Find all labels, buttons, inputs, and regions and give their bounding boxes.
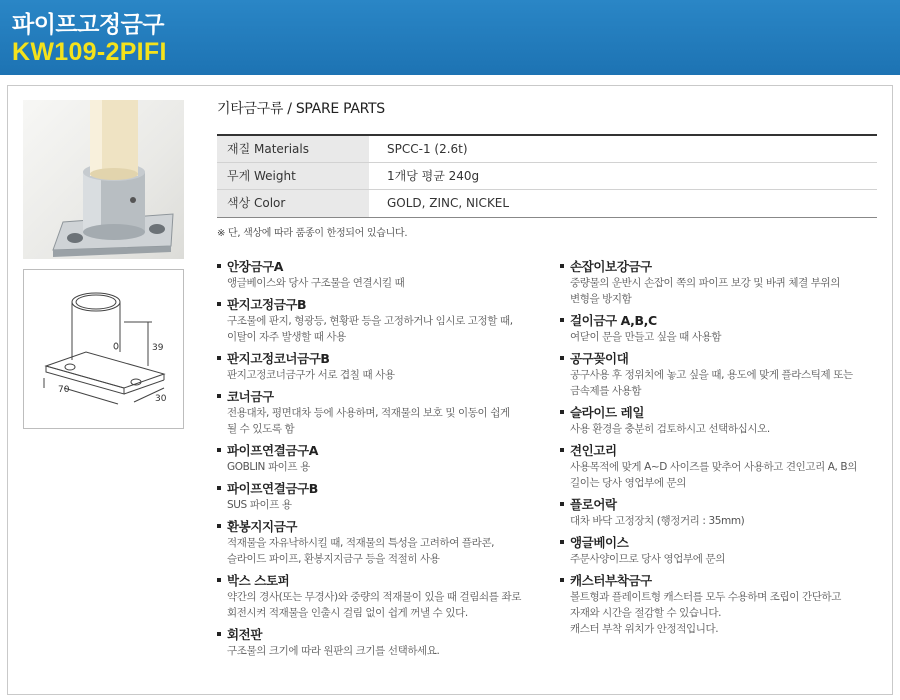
list-item: [560, 258, 890, 307]
bullet-icon: [217, 394, 221, 398]
bullet-icon: [560, 578, 564, 582]
item-title: 코너금구: [227, 389, 274, 404]
bullet-icon: [560, 264, 564, 268]
bullet-icon: [560, 502, 564, 506]
list-item: [217, 442, 557, 475]
item-desc: 사용목적에 맞게 A~D 사이즈를 맞추어 사용하고 견인고리 A, B의 길이는 당사 영업부에 문의: [570, 461, 857, 489]
bullet-icon: [217, 264, 221, 268]
list-item: [560, 534, 890, 567]
list-item: [217, 388, 557, 437]
spec-key: 무게 Weight: [217, 163, 369, 189]
bullet-icon: [560, 318, 564, 322]
spec-row: [217, 136, 877, 163]
bullet-icon: [217, 524, 221, 528]
item-desc: 앵글베이스와 당사 구조물을 연결시킬 때: [227, 277, 405, 289]
bullet-icon: [560, 356, 564, 360]
item-title: 판지고정금구B: [227, 297, 307, 312]
spec-value: GOLD, ZINC, NICKEL: [387, 196, 510, 210]
item-desc: 구조물에 판지, 형광등, 현황판 등을 고정하거나 임시로 고정할 때, 이탈이 자주 발생할 때 사용: [227, 315, 513, 343]
list-item: [560, 442, 890, 491]
spec-key: 재질 Materials: [217, 136, 369, 162]
item-title: 견인고리: [570, 443, 617, 458]
list-item: [560, 404, 890, 437]
item-title: 손잡이보강금구: [570, 259, 652, 274]
header-banner: [0, 0, 900, 75]
item-desc: SUS 파이프 용: [227, 499, 292, 511]
bullet-icon: [560, 410, 564, 414]
spec-table: [217, 134, 877, 218]
item-title: 앵글베이스: [570, 535, 629, 550]
spec-row: [217, 163, 877, 190]
item-title: 걸이금구 A,B,C: [570, 313, 657, 328]
spec-row: [217, 190, 877, 217]
bullet-icon: [217, 302, 221, 306]
item-desc: 대차 바닥 고정장치 (행정거리 : 35mm): [570, 515, 745, 527]
list-item: [217, 480, 557, 513]
item-title: 환봉지지금구: [227, 519, 298, 534]
item-desc: 볼트형과 플레이트형 캐스터를 모두 수용하며 조립이 간단하고 자재와 시간을 절감할 수 있습니다. 캐스터 부착 위치가 안정적입니다.: [570, 591, 841, 635]
spec-value: 1개당 평균 240g: [387, 169, 480, 183]
list-item: [217, 296, 557, 345]
item-desc: 공구사용 후 정위치에 놓고 싶을 때, 용도에 맞게 플라스틱제 또는 금속제를 사용함: [570, 369, 853, 397]
item-desc: 구조물의 크기에 따라 원판의 크기를 선택하세요.: [227, 645, 440, 657]
item-title: 안장금구A: [227, 259, 283, 274]
item-desc: 전용대차, 평면대차 등에 사용하며, 적재물의 보호 및 이동이 쉽게 될 수 있도록 함: [227, 407, 510, 435]
item-desc: 사용 환경을 충분히 검토하시고 선택하십시오.: [570, 423, 770, 435]
color-note: ※ 단, 색상에 따라 품종이 한정되어 있습니다.: [217, 228, 408, 239]
bullet-icon: [217, 578, 221, 582]
item-title: 파이프연결금구B: [227, 481, 318, 496]
item-title: 공구꽂이대: [570, 351, 629, 366]
item-desc: 여닫이 문을 만들고 싶을 때 사용함: [570, 331, 722, 343]
list-item: [217, 626, 557, 659]
bullet-icon: [217, 632, 221, 636]
spec-value: SPCC-1 (2.6t): [387, 142, 468, 156]
list-item: [217, 350, 557, 383]
section-title: 기타금구류 / SPARE PARTS: [217, 101, 385, 117]
bullet-icon: [217, 356, 221, 360]
spec-key: 색상 Color: [217, 190, 369, 217]
item-desc: 주문사양이므로 당사 영업부에 문의: [570, 553, 725, 565]
list-item: [560, 350, 890, 399]
dim-length-label: 70: [58, 385, 70, 395]
parts-list-right: [560, 258, 890, 642]
product-code: KW109-2PIFI: [12, 38, 167, 66]
bullet-icon: [560, 448, 564, 452]
list-item: [217, 258, 557, 291]
item-title: 플로어락: [570, 497, 617, 512]
item-title: 캐스터부착금구: [570, 573, 652, 588]
dimension-drawing: [23, 269, 184, 429]
bullet-icon: [560, 540, 564, 544]
list-item: [217, 572, 557, 621]
bullet-icon: [217, 448, 221, 452]
item-desc: 판지고정코너금구가 서로 겹칠 때 사용: [227, 369, 395, 381]
list-item: [217, 518, 557, 567]
item-title: 파이프연결금구A: [227, 443, 318, 458]
list-item: [560, 496, 890, 529]
item-title: 슬라이드 레일: [570, 405, 645, 420]
item-desc: 적재물을 자유낙하시킬 때, 적재물의 특성을 고려하여 플라콘, 슬라이드 파이프, 환봉지지금구 등을 적절히 사용: [227, 537, 495, 565]
item-desc: 중량물의 운반시 손잡이 쪽의 파이프 보강 및 바퀴 체결 부위의 변형을 방지함: [570, 277, 841, 305]
dim-width-label: 30: [155, 394, 167, 404]
page-title: 파이프고정금구: [12, 12, 165, 38]
product-photo: [23, 100, 184, 259]
item-title: 회전판: [227, 627, 263, 642]
list-item: [560, 312, 890, 345]
item-desc: GOBLIN 파이프 용: [227, 461, 310, 473]
parts-list-left: [217, 258, 557, 664]
bullet-icon: [217, 486, 221, 490]
dim-height-label: 39: [152, 343, 164, 353]
list-item: [560, 572, 890, 637]
item-desc: 약간의 경사(또는 무경사)와 중량의 적재물이 있을 때 걸림쇠를 좌로 회전시켜 적재물을 인출시 걸림 없이 쉽게 꺼낼 수 있다.: [227, 591, 521, 619]
item-title: 판지고정코너금구B: [227, 351, 330, 366]
item-title: 박스 스토퍼: [227, 573, 290, 588]
